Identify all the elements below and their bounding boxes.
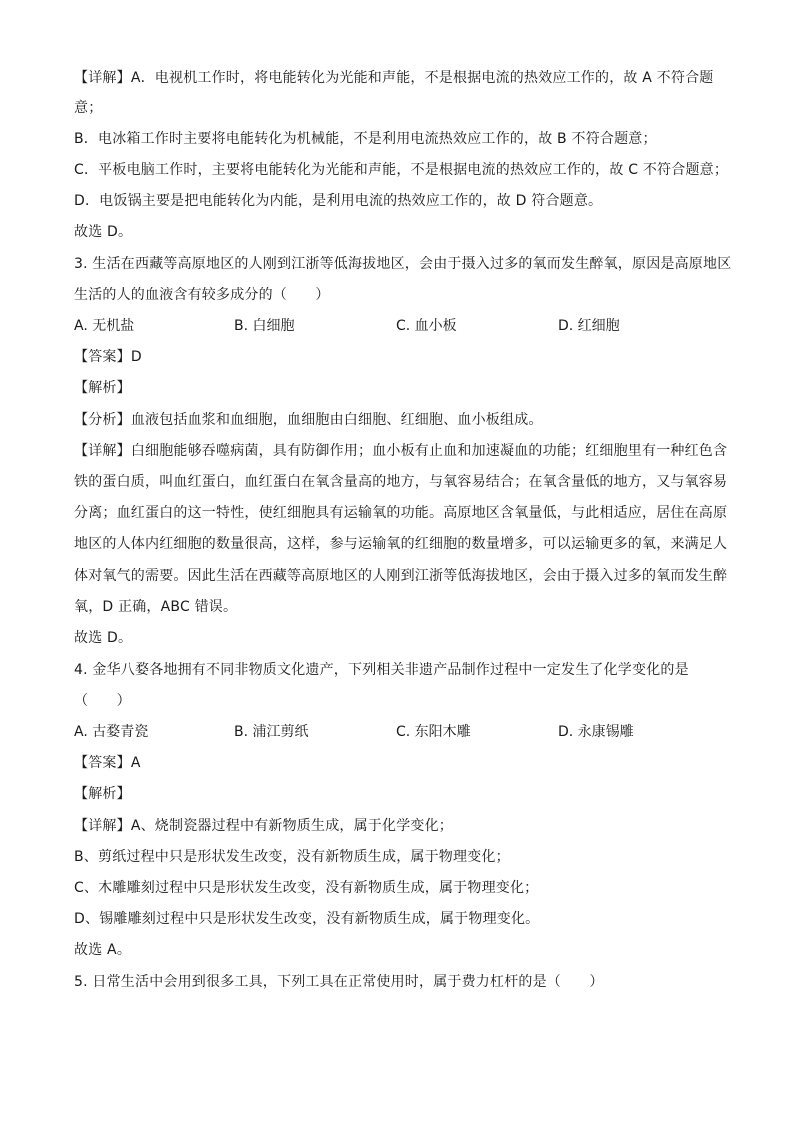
q3-option-d: D. 红细胞 — [558, 318, 620, 334]
q3-option-b: B. 白细胞 — [234, 318, 295, 334]
q2-detail-a-text: A．电视机工作时，将电能转化为光能和声能，不是根据电流的热效应工作的，故 A 不符合题 — [130, 70, 714, 86]
answer-tag: 【答案】 — [74, 349, 131, 365]
q3-detail-line-5: 体对氧气的需要。因此生活在西藏等高原地区的人刚到江浙等低海拔地区，会由于摄入过多的氧而发生醉 — [74, 568, 728, 584]
q4-stem-line-2: （ ） — [74, 693, 131, 709]
q3-fenxi-text: 血液包括血浆和血细胞，血细胞由白细胞、红细胞、血小板组成。 — [130, 412, 543, 428]
q4-answer — [74, 753, 141, 773]
q4-option-a: A. 古婺青瓷 — [74, 724, 149, 740]
q2-detail-line-c: C．平板电脑工作时，主要将电能转化为光能和声能，不是根据电流的热效应工作的，故 C 不符合题意； — [74, 162, 729, 178]
q3-fenxi — [74, 410, 543, 430]
fenxi-tag: 【分析】 — [74, 412, 131, 428]
q3-stem-line-2: 生活的人的血液含有较多成分的（ ） — [74, 287, 330, 303]
q3-answer-value: D — [130, 349, 142, 365]
q3-answer — [74, 347, 142, 367]
q3-detail-line-3: 分离；血红蛋白的这一特性，使红细胞具有运输氧的功能。高原地区含氧量低，与此相适应，居住在高原 — [74, 505, 728, 521]
q2-detail-line-d: D．电饭锅主要是把电能转化为内能，是利用电流的热效应工作的，故 D 符合题意。 — [74, 193, 603, 209]
q4-detail-line-c: C、木雕雕刻过程中只是形状发生改变，没有新物质生成，属于物理变化； — [74, 880, 539, 896]
q4-detail-a-text: A、烧制瓷器过程中有新物质生成，属于化学变化； — [130, 818, 453, 834]
q2-conclusion: 故选 D。 — [74, 224, 133, 240]
q3-conclusion: 故选 D。 — [74, 630, 133, 646]
q4-stem-line-1: 4. 金华八婺各地拥有不同非物质文化遗产，下列相关非遗产品制作过程中一定发生了化学变化的是 — [74, 662, 689, 678]
q3-detail-line-2: 铁的蛋白质，叫血红蛋白，血红蛋白在氧含量高的地方，与氧容易结合；在氧含量低的地方，又与氧容易 — [74, 474, 728, 490]
answer-tag: 【答案】 — [74, 755, 131, 771]
q3-analysis-tag: 【解析】 — [74, 380, 131, 396]
q4-detail-line-a — [74, 816, 453, 836]
q5-stem-line-1: 5. 日常生活中会用到很多工具，下列工具在正常使用时，属于费力杠杆的是（ ） — [74, 974, 604, 990]
q4-analysis-tag: 【解析】 — [74, 786, 131, 802]
q4-answer-value: A — [130, 755, 141, 771]
q4-option-d: D. 永康锡雕 — [558, 724, 634, 740]
q3-stem-line-1: 3. 生活在西藏等高原地区的人刚到江浙等低海拔地区，会由于摄入过多的氧而发生醉氧，原因是高原地区 — [74, 256, 732, 272]
detail-tag: 【详解】 — [74, 818, 131, 834]
q3-detail-text-1: 白细胞能够吞噬病菌，具有防御作用；血小板有止血和加速凝血的功能；红细胞里有一种红色含 — [130, 443, 728, 459]
q3-option-c: C. 血小板 — [396, 318, 457, 334]
detail-tag: 【详解】 — [74, 70, 131, 86]
q4-detail-line-b: B、剪纸过程中只是形状发生改变，没有新物质生成，属于物理变化； — [74, 849, 510, 865]
q3-detail-line-1 — [74, 441, 727, 461]
q4-detail-line-d: D、锡雕雕刻过程中只是形状发生改变，没有新物质生成，属于物理变化。 — [74, 911, 540, 927]
q2-detail-line-a — [74, 68, 713, 88]
q3-detail-line-4: 地区的人体内红细胞的数量很高，这样，参与运输氧的红细胞的数量增多，可以运输更多的氧，来满足人 — [74, 536, 728, 552]
q2-detail-line-b: B．电冰箱工作时主要将电能转化为机械能，不是利用电流热效应工作的，故 B 不符合题意； — [74, 131, 657, 147]
q4-option-c: C. 东阳木雕 — [396, 724, 471, 740]
q2-detail-line-a-cont: 意； — [74, 100, 103, 116]
q4-option-b: B. 浦江剪纸 — [234, 724, 309, 740]
q4-conclusion: 故选 A。 — [74, 942, 132, 958]
q3-detail-line-6: 氧，D 正确，ABC 错误。 — [74, 599, 238, 615]
q3-option-a: A. 无机盐 — [74, 318, 135, 334]
detail-tag: 【详解】 — [74, 443, 131, 459]
